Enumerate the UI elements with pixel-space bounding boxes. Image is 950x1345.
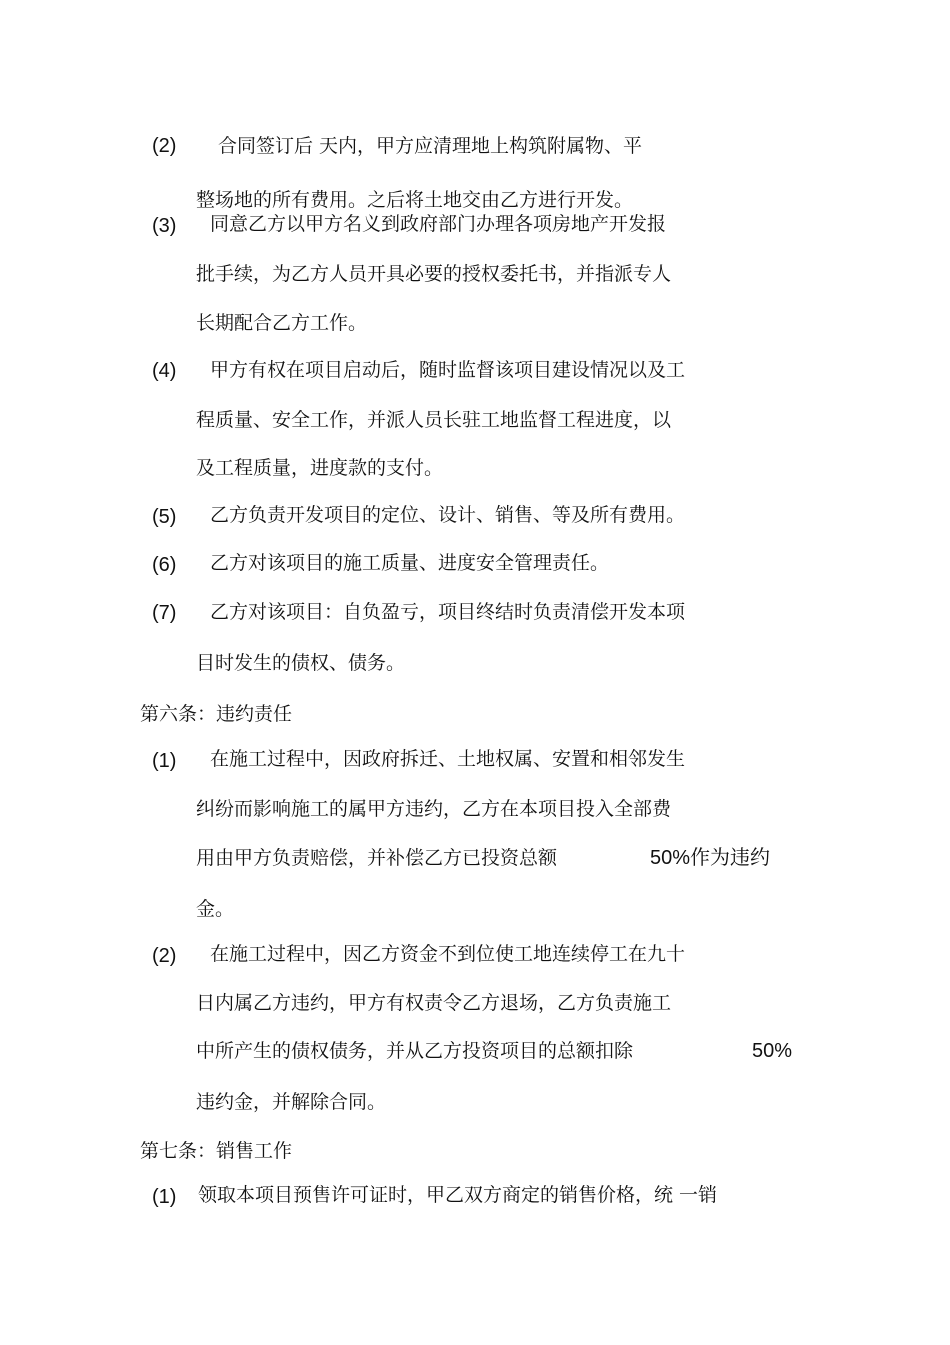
- paragraph-line: 同意乙方以甲方名义到政府部门办理各项房地产开发报: [210, 213, 667, 235]
- item-number: (5): [152, 506, 177, 528]
- paragraph-line: 整场地的所有费用。之后将土地交由乙方进行开发。: [196, 189, 634, 211]
- paragraph-line: 甲方有权在项目启动后，随时监督该项目建设情况以及工: [210, 359, 686, 381]
- paragraph-line: 日内属乙方违约，甲方有权责令乙方退场，乙方负责施工: [196, 992, 672, 1014]
- paragraph-line: 领取本项目预售许可证时，甲乙双方商定的销售价格，统 一销: [198, 1184, 718, 1206]
- percentage-value: 50%: [752, 1040, 793, 1062]
- paragraph-line: 程质量、安全工作，并派人员长驻工地监督工程进度，以: [196, 409, 672, 431]
- paragraph-line: 纠纷而影响施工的属甲方违约，乙方在本项目投入全部费: [196, 798, 672, 820]
- paragraph-line: 合同签订后 天内，甲方应清理地上构筑附属物、平: [218, 135, 643, 157]
- paragraph-line: 用由甲方负责赔偿，并补偿乙方已投资总额: [196, 847, 558, 869]
- paragraph-line: 批手续，为乙方人员开具必要的授权委托书，并指派专人: [196, 263, 672, 285]
- paragraph-line: 违约金，并解除合同。: [196, 1091, 387, 1113]
- paragraph-line: 乙方负责开发项目的定位、设计、销售、等及所有费用。: [210, 504, 686, 526]
- paragraph-line: 乙方对该项目的施工质量、进度安全管理责任。: [210, 552, 610, 574]
- paragraph-line: 及工程质量，进度款的支付。: [196, 457, 444, 479]
- paragraph-line: 目时发生的债权、债务。: [196, 652, 406, 674]
- paragraph-line: 在施工过程中，因政府拆迁、土地权属、安置和相邻发生: [210, 748, 686, 770]
- paragraph-line: 中所产生的债权债务，并从乙方投资项目的总额扣除: [196, 1040, 634, 1062]
- item-number: (2): [152, 135, 177, 157]
- item-number: (2): [152, 945, 177, 967]
- item-number: (1): [152, 750, 177, 772]
- item-number: (1): [152, 1186, 177, 1208]
- paragraph-line-continuation: 50%作为违约: [650, 847, 771, 869]
- section-heading: 第七条：销售工作: [140, 1140, 293, 1162]
- item-number: (3): [152, 215, 177, 237]
- item-number: (4): [152, 360, 177, 382]
- paragraph-line: 金。: [196, 898, 235, 920]
- paragraph-line: 乙方对该项目：自负盈亏，项目终结时负责清偿开发本项: [210, 601, 686, 623]
- item-number: (6): [152, 554, 177, 576]
- section-heading: 第六条：违约责任: [140, 703, 293, 725]
- paragraph-line: 在施工过程中，因乙方资金不到位使工地连续停工在九十: [210, 943, 686, 965]
- paragraph-line: 长期配合乙方工作。: [196, 312, 368, 334]
- item-number: (7): [152, 602, 177, 624]
